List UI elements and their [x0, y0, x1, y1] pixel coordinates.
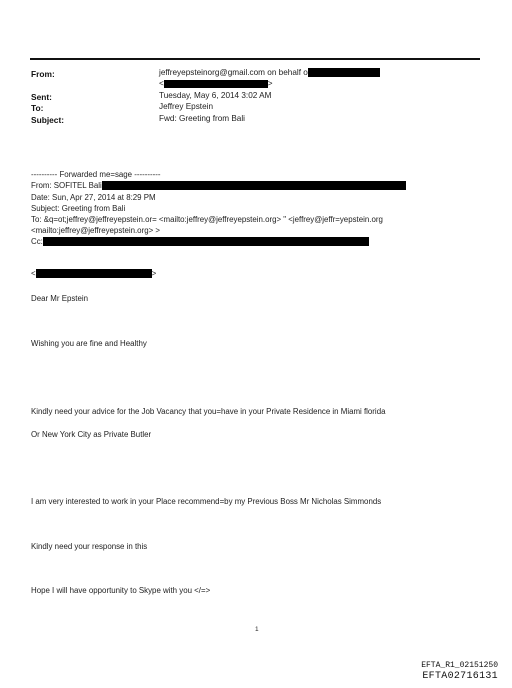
redaction-box	[36, 269, 152, 278]
forwarded-from	[31, 181, 406, 190]
header-top-rule	[30, 58, 480, 60]
redaction-box	[43, 237, 369, 246]
page-number: 1	[255, 626, 259, 633]
greeting: Dear Mr Epstein	[31, 294, 89, 303]
from-line2-open: <	[159, 79, 164, 88]
forwarded-to-line1: To: &q=ot;jeffrey@jeffreyepstein.or= <mailto:jeffrey@jeffreyepstein.org> " <jeffrey@jeffr=yepstein.org	[31, 215, 383, 224]
recipient-address	[31, 269, 156, 278]
paragraph-5: Hope I will have opportunity to Skype with you </=>	[31, 586, 211, 595]
forwarded-separator: ---------- Forwarded me=sage ----------	[31, 170, 161, 179]
addr-close: >	[151, 269, 157, 278]
redaction-box	[102, 181, 406, 190]
from-value	[159, 68, 380, 77]
paragraph-1: Kindly need your advice for the Job Vacancy that you=have in your Private Residence in Miami florida	[31, 407, 386, 416]
subject-label: Subject:	[31, 115, 65, 125]
forwarded-cc-label: Cc:	[31, 237, 43, 246]
redaction-box	[164, 80, 268, 88]
redaction-box	[308, 68, 380, 77]
forwarded-date: Date: Sun, Apr 27, 2014 at 8:29 PM	[31, 193, 156, 202]
forwarded-to-line2: <mailto:jeffrey@jeffreyepstein.org> >	[31, 226, 160, 235]
subject-value: Fwd: Greeting from Bali	[159, 114, 245, 123]
sent-label: Sent:	[31, 92, 52, 102]
from-address: jeffreyepsteinorg@gmail.com on behalf o	[159, 68, 308, 77]
sent-value: Tuesday, May 6, 2014 3:02 AM	[159, 91, 272, 100]
footer-id-2: EFTA02716131	[422, 671, 498, 682]
footer-id-1: EFTA_R1_02151250	[421, 661, 498, 670]
paragraph-3: I am very interested to work in your Place recommend=by my Previous Boss Mr Nicholas Simmonds	[31, 497, 382, 506]
from-label: From:	[31, 69, 55, 79]
forwarded-from-text: From: SOFITEL Bali	[31, 181, 102, 190]
to-label: To:	[31, 103, 44, 113]
forwarded-subject: Subject: Greeting from Bali	[31, 204, 126, 213]
forwarded-cc	[31, 237, 369, 246]
to-value: Jeffrey Epstein	[159, 102, 214, 111]
from-value-line2	[159, 79, 273, 88]
paragraph-4: Kindly need your response in this	[31, 542, 148, 551]
paragraph-2: Or New York City as Private Butler	[31, 430, 152, 439]
wish-line: Wishing you are fine and Healthy	[31, 339, 147, 348]
from-line2-close: >	[267, 79, 273, 88]
addr-open: <	[31, 269, 36, 278]
